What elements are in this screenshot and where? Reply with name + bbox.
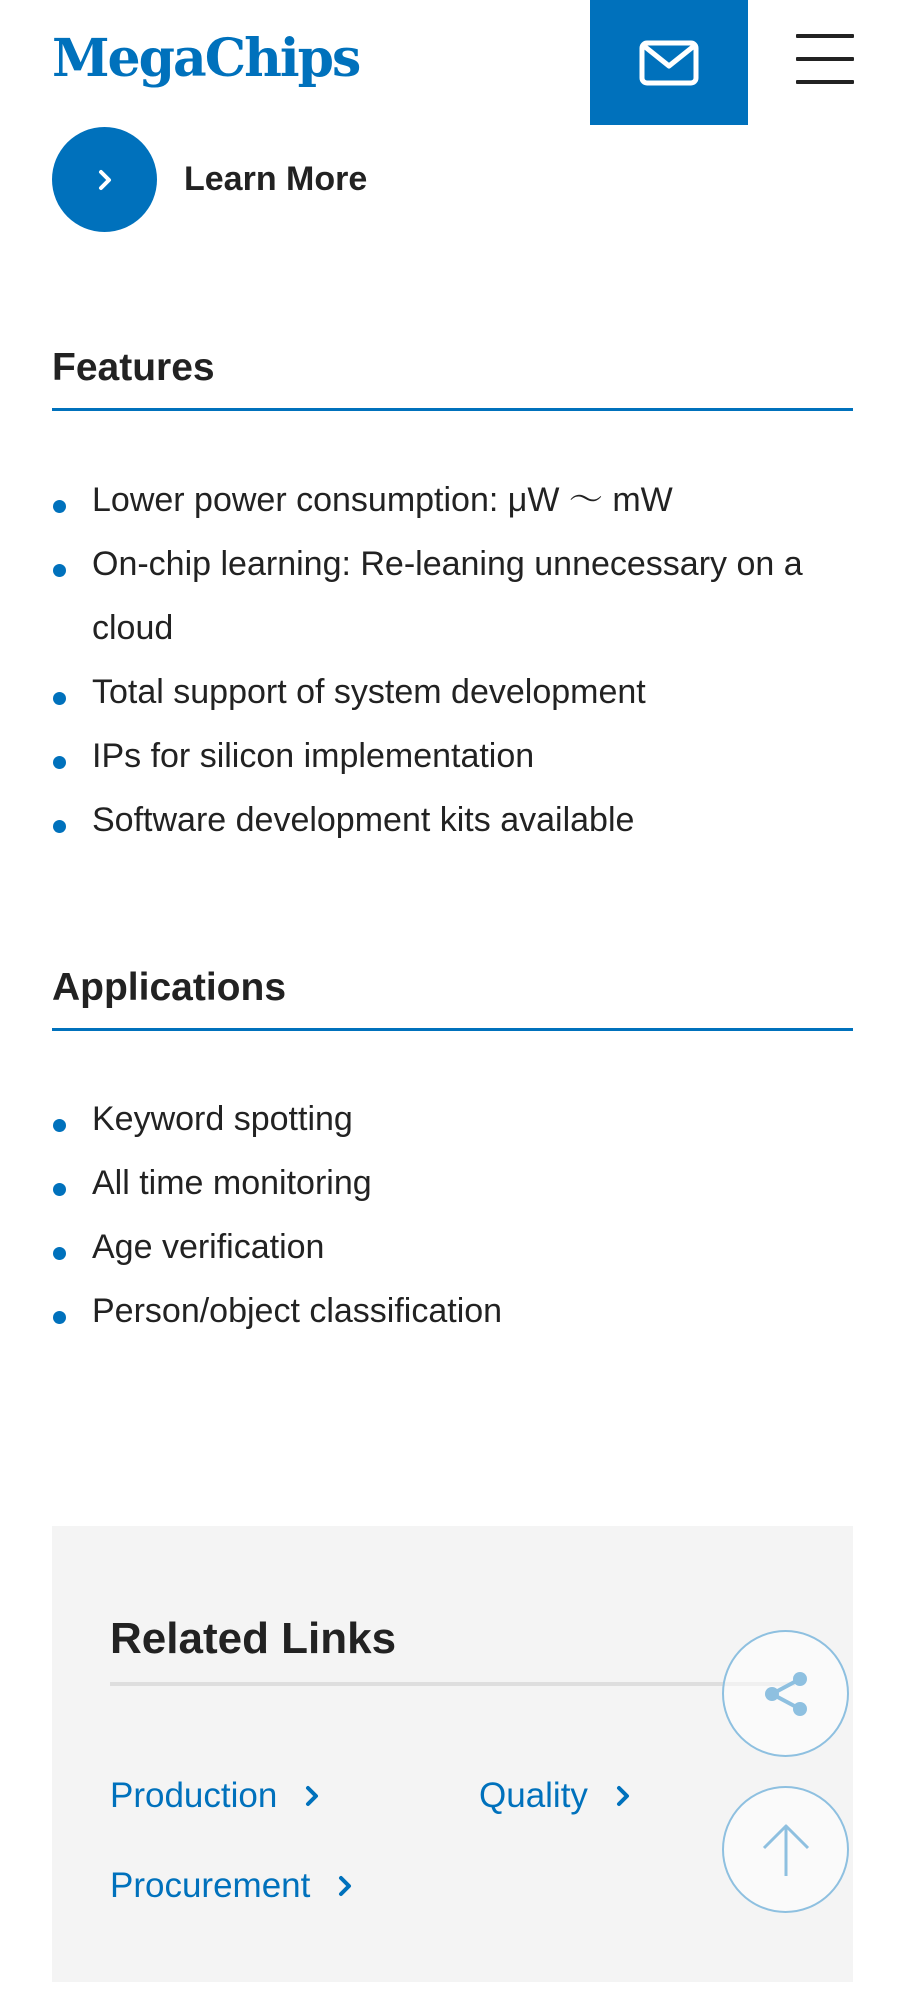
feature-item: Software development kits available (52, 788, 853, 852)
related-link-label: Production (110, 1776, 278, 1815)
related-link-label: Quality (479, 1776, 588, 1815)
related-link-production[interactable] (110, 1776, 319, 1816)
hamburger-menu-button[interactable] (796, 34, 854, 84)
applications-list (52, 1087, 853, 1343)
feature-item: Total support of system development (52, 660, 853, 724)
application-item: Person/object classification (52, 1279, 853, 1343)
applications-heading: Applications (52, 966, 853, 1031)
application-item: Age verification (52, 1215, 853, 1279)
share-icon (758, 1666, 814, 1722)
learn-more-link[interactable] (52, 127, 367, 232)
related-links-heading: Related Links (110, 1614, 795, 1686)
contact-mail-button[interactable] (590, 0, 748, 125)
chevron-right-icon (305, 1785, 319, 1807)
features-list (52, 468, 853, 852)
features-heading: Features (52, 346, 853, 411)
hamburger-menu-icon (796, 34, 854, 38)
related-links-panel (52, 1526, 853, 1982)
chevron-right-icon (338, 1875, 352, 1897)
arrow-up-icon (758, 1820, 814, 1880)
chevron-right-icon (98, 169, 112, 191)
chevron-right-icon (616, 1785, 630, 1807)
envelope-icon (639, 40, 699, 86)
application-item: All time monitoring (52, 1151, 853, 1215)
feature-item: Lower power consumption: μW ～ mW (52, 468, 853, 532)
related-link-quality[interactable] (479, 1776, 630, 1816)
megachips-logo[interactable]: MegaChips (52, 28, 360, 89)
feature-item: IPs for silicon implementation (52, 724, 853, 788)
back-to-top-button[interactable] (722, 1786, 849, 1913)
related-link-label: Procurement (110, 1866, 311, 1905)
learn-more-circle[interactable] (52, 127, 157, 232)
application-item: Keyword spotting (52, 1087, 853, 1151)
share-button[interactable] (722, 1630, 849, 1757)
related-link-procurement[interactable] (110, 1866, 352, 1906)
learn-more-label[interactable]: Learn More (184, 160, 368, 198)
feature-item: On-chip learning: Re-leaning unnecessary on a cloud (52, 532, 853, 660)
